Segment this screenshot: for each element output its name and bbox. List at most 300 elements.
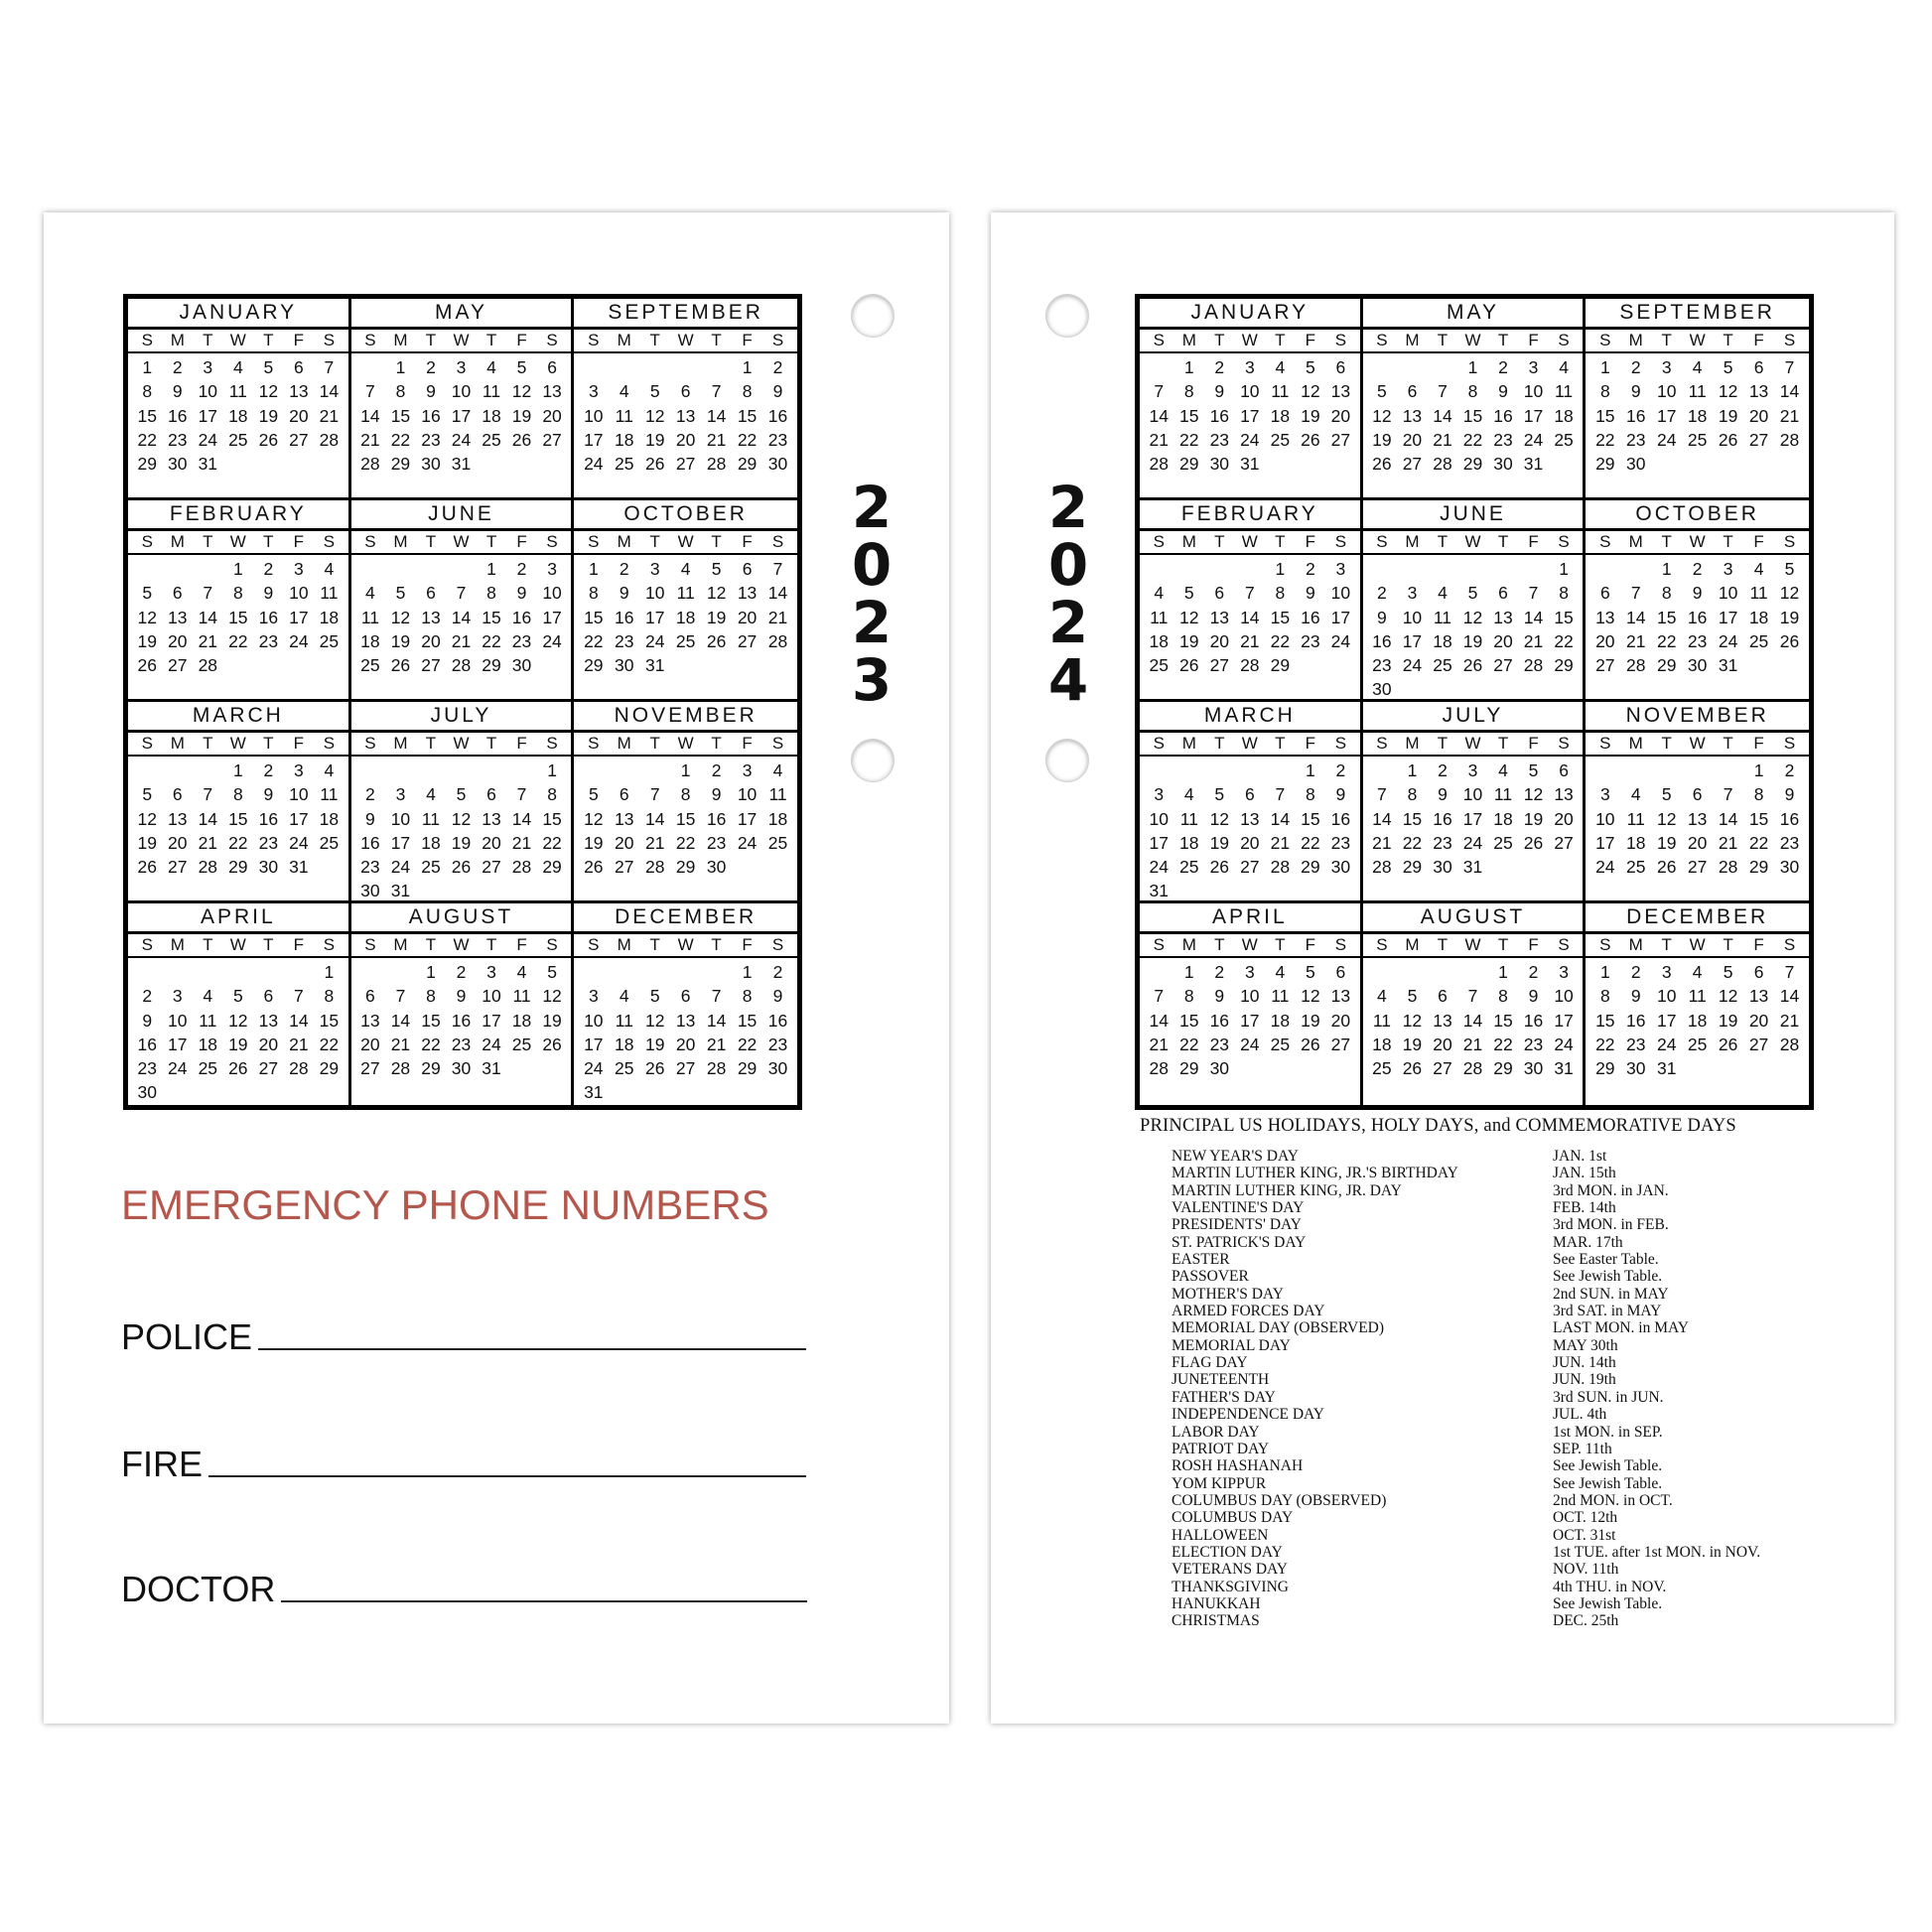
day-number: 25: [1554, 429, 1574, 450]
day-number: 21: [1779, 1010, 1800, 1031]
weekday-label: F: [293, 734, 305, 753]
empty-cell: [701, 960, 732, 984]
day-number: 8: [486, 583, 496, 604]
empty-cell: [1174, 759, 1205, 782]
empty-cell: [1144, 355, 1174, 379]
weekday-label: F: [516, 532, 527, 551]
day-number: 8: [232, 784, 243, 805]
empty-cell: [1428, 557, 1458, 581]
weekday-label: M: [170, 532, 185, 551]
day-number: 21: [1149, 1034, 1169, 1054]
weekday-label: T: [1214, 331, 1225, 349]
day-number: 22: [228, 832, 248, 853]
day-number: 22: [482, 630, 501, 651]
day-number: 3: [1723, 559, 1733, 579]
weekday-header: [128, 531, 348, 555]
weekday-label: S: [1334, 331, 1347, 349]
holiday-name: COLUMBUS DAY (OBSERVED): [1172, 1491, 1387, 1509]
day-number: 27: [1330, 1034, 1351, 1054]
day-number: 13: [1748, 986, 1769, 1007]
day-number: 12: [1209, 808, 1230, 829]
day-number: 20: [1433, 1034, 1452, 1054]
day-number: 25: [1687, 1034, 1708, 1054]
day-number: 14: [1462, 1010, 1483, 1031]
weekday-label: W: [1241, 734, 1258, 753]
day-number: 3: [742, 760, 753, 780]
empty-cell: [1620, 557, 1651, 581]
weekday-label: S: [1783, 734, 1796, 753]
day-number: 15: [584, 607, 604, 627]
weekday-label: M: [1628, 935, 1643, 954]
day-grid: [1140, 555, 1360, 677]
day-number: 12: [1402, 1010, 1423, 1031]
day-number: 11: [1150, 607, 1169, 627]
day-number: 30: [360, 881, 380, 901]
day-number: 20: [1748, 1010, 1769, 1031]
day-number: 30: [451, 1058, 472, 1079]
holiday-row: [1172, 1509, 1760, 1526]
day-number: 29: [1748, 857, 1769, 878]
weekday-label: T: [1497, 935, 1509, 954]
weekday-label: T: [485, 734, 497, 753]
day-number: 26: [258, 429, 279, 450]
weekday-label: T: [649, 331, 660, 349]
day-number: 14: [1433, 405, 1452, 426]
weekday-header: [574, 934, 797, 958]
weekday-label: F: [1753, 935, 1764, 954]
weekday-label: T: [1723, 734, 1733, 753]
day-number: 26: [390, 655, 411, 676]
day-number: 17: [1240, 405, 1260, 426]
weekday-header: [1140, 733, 1360, 757]
day-number: 19: [644, 429, 665, 450]
day-number: 29: [1595, 1058, 1615, 1079]
day-number: 22: [1179, 1034, 1199, 1054]
weekday-label: W: [677, 331, 694, 349]
holiday-name: PASSOVER: [1172, 1268, 1249, 1286]
weekday-label: M: [393, 734, 408, 753]
empty-cell: [193, 960, 223, 984]
weekday-label: T: [425, 532, 437, 551]
day-number: 29: [482, 655, 501, 676]
weekday-label: S: [364, 331, 376, 349]
day-number: 26: [542, 1034, 562, 1054]
weekday-label: F: [1753, 734, 1764, 753]
weekday-label: T: [425, 734, 437, 753]
day-number: 9: [1335, 784, 1346, 805]
holiday-date: OCT. 31st: [1553, 1526, 1616, 1544]
weekday-label: T: [1275, 532, 1286, 551]
weekday-header: [1586, 934, 1809, 958]
day-number: 21: [289, 1034, 309, 1054]
weekday-label: F: [742, 734, 753, 753]
weekday-label: S: [588, 532, 600, 551]
month-block: [351, 903, 575, 1105]
day-number: 11: [1179, 808, 1198, 829]
day-number: 4: [426, 784, 436, 805]
day-number: 9: [456, 986, 467, 1007]
day-number: 19: [542, 1010, 562, 1031]
day-number: 16: [168, 405, 188, 426]
holiday-row: [1172, 1286, 1760, 1303]
day-number: 18: [319, 607, 340, 627]
day-number: 27: [675, 1058, 696, 1079]
day-number: 15: [390, 405, 411, 426]
empty-cell: [385, 759, 416, 782]
weekday-label: S: [141, 331, 153, 349]
day-number: 28: [360, 454, 380, 475]
day-number: 22: [1595, 429, 1615, 450]
day-grid: [574, 958, 797, 1105]
day-number: 27: [289, 429, 309, 450]
weekday-label: S: [546, 734, 558, 753]
day-number: 23: [1301, 630, 1320, 651]
day-number: 18: [1149, 630, 1169, 651]
day-number: 15: [137, 405, 157, 426]
weekday-label: S: [1783, 331, 1796, 349]
day-number: 31: [482, 1058, 501, 1079]
day-number: 18: [1179, 832, 1199, 853]
day-number: 7: [1528, 583, 1539, 604]
weekday-label: M: [1628, 532, 1643, 551]
day-number: 19: [1402, 1034, 1423, 1054]
day-number: 31: [1656, 1058, 1677, 1079]
day-number: 8: [1467, 381, 1478, 402]
day-number: 1: [1753, 760, 1764, 780]
weekday-label: T: [263, 734, 274, 753]
day-number: 26: [511, 429, 532, 450]
day-number: 2: [1784, 760, 1795, 780]
holiday-row: [1172, 1595, 1760, 1612]
day-number: 11: [199, 1010, 217, 1031]
day-number: 16: [451, 1010, 472, 1031]
day-number: 17: [289, 607, 309, 627]
holiday-name: INDEPENDENCE DAY: [1172, 1406, 1324, 1424]
weekday-header: [1140, 531, 1360, 555]
day-number: 20: [542, 405, 562, 426]
day-number: 29: [737, 454, 758, 475]
day-number: 21: [1240, 630, 1260, 651]
day-grid: [351, 757, 572, 903]
day-number: 16: [1523, 1010, 1544, 1031]
empty-cell: [1144, 960, 1174, 984]
day-grid: [574, 555, 797, 677]
day-number: 7: [324, 357, 335, 377]
day-number: 7: [1630, 583, 1641, 604]
day-number: 5: [547, 962, 557, 982]
day-number: 26: [1779, 630, 1800, 651]
day-number: 10: [1330, 583, 1351, 604]
day-number: 21: [767, 607, 788, 627]
day-number: 20: [675, 1034, 696, 1054]
day-number: 5: [142, 583, 153, 604]
day-number: 7: [365, 381, 375, 402]
day-number: 28: [1240, 655, 1260, 676]
day-number: 7: [772, 559, 783, 579]
month-block: [351, 299, 575, 500]
day-grid: [128, 757, 348, 879]
day-number: 9: [516, 583, 527, 604]
day-number: 26: [1301, 1034, 1320, 1054]
holiday-name: VETERANS DAY: [1172, 1561, 1288, 1579]
day-number: 26: [1301, 429, 1320, 450]
day-number: 30: [767, 1058, 788, 1079]
day-number: 19: [1301, 1010, 1320, 1031]
weekday-label: F: [293, 532, 305, 551]
day-number: 21: [451, 630, 472, 651]
day-number: 18: [615, 1034, 634, 1054]
day-number: 22: [421, 1034, 441, 1054]
day-number: 22: [1179, 429, 1199, 450]
day-number: 25: [1270, 1034, 1291, 1054]
day-number: 2: [1335, 760, 1346, 780]
day-number: 27: [1554, 832, 1574, 853]
day-number: 23: [1433, 832, 1452, 853]
day-number: 10: [482, 986, 501, 1007]
day-number: 13: [421, 607, 441, 627]
day-number: 9: [263, 583, 274, 604]
empty-cell: [355, 759, 386, 782]
day-number: 15: [1554, 607, 1574, 627]
day-number: 9: [1377, 607, 1387, 627]
day-number: 1: [232, 559, 243, 579]
day-number: 23: [1330, 832, 1351, 853]
day-number: 8: [142, 381, 153, 402]
day-number: 11: [768, 784, 787, 805]
day-grid: [574, 757, 797, 879]
day-number: 1: [588, 559, 599, 579]
day-number: 8: [232, 583, 243, 604]
day-number: 23: [258, 832, 279, 853]
weekday-label: F: [1305, 734, 1316, 753]
day-number: 29: [1462, 454, 1483, 475]
day-number: 7: [1467, 986, 1478, 1007]
day-number: 17: [584, 1034, 604, 1054]
day-number: 25: [1687, 429, 1708, 450]
day-number: 11: [1749, 583, 1768, 604]
day-number: 25: [1149, 655, 1169, 676]
empty-cell: [416, 557, 447, 581]
weekday-label: M: [1181, 532, 1196, 551]
day-number: 6: [1559, 760, 1569, 780]
weekday-label: S: [771, 935, 784, 954]
day-number: 29: [1493, 1058, 1513, 1079]
day-number: 7: [294, 986, 304, 1007]
day-number: 29: [1402, 857, 1423, 878]
day-number: 8: [1275, 583, 1286, 604]
day-number: 17: [168, 1034, 188, 1054]
day-number: 21: [1149, 429, 1169, 450]
day-number: 1: [395, 357, 406, 377]
weekday-label: M: [1405, 734, 1420, 753]
weekday-label: S: [1334, 734, 1347, 753]
weekday-label: S: [1334, 532, 1347, 551]
day-number: 24: [1656, 1034, 1677, 1054]
day-number: 24: [737, 832, 758, 853]
day-number: 31: [1149, 881, 1169, 901]
day-number: 4: [516, 962, 527, 982]
weekday-header: [351, 934, 572, 958]
month-name: JANUARY: [128, 299, 348, 330]
day-number: 16: [1626, 1010, 1646, 1031]
day-number: 24: [289, 630, 309, 651]
day-number: 21: [198, 832, 218, 853]
day-number: 1: [1467, 357, 1478, 377]
day-number: 8: [1559, 583, 1569, 604]
empty-cell: [1620, 759, 1651, 782]
weekday-label: W: [677, 935, 694, 954]
day-number: 29: [228, 857, 248, 878]
weekday-label: W: [1241, 532, 1258, 551]
day-number: 3: [588, 986, 599, 1007]
day-number: 2: [772, 962, 783, 982]
day-number: 22: [390, 429, 411, 450]
day-number: 21: [198, 630, 218, 651]
day-number: 30: [1779, 857, 1800, 878]
day-number: 1: [426, 962, 436, 982]
day-number: 21: [706, 1034, 727, 1054]
weekday-label: M: [1405, 935, 1420, 954]
day-number: 16: [1301, 607, 1320, 627]
holiday-row: [1172, 1354, 1760, 1371]
day-number: 11: [1554, 381, 1574, 402]
day-number: 19: [1209, 832, 1230, 853]
weekday-label: T: [1437, 532, 1449, 551]
empty-cell: [1428, 960, 1458, 984]
day-number: 12: [644, 1010, 665, 1031]
day-grid: [1363, 958, 1584, 1080]
day-number: 20: [1748, 405, 1769, 426]
holidays-list: [1172, 1148, 1760, 1630]
day-number: 24: [390, 857, 411, 878]
day-number: 2: [1214, 962, 1225, 982]
holiday-row: [1172, 1457, 1760, 1474]
day-number: 21: [1718, 832, 1738, 853]
holiday-date: See Easter Table.: [1553, 1251, 1659, 1269]
month-block: [1586, 299, 1809, 500]
calendar-2023-grid: [123, 294, 802, 1110]
day-number: 2: [1306, 559, 1315, 579]
day-number: 19: [137, 630, 157, 651]
day-number: 5: [1723, 357, 1733, 377]
weekday-label: F: [1528, 331, 1539, 349]
day-number: 6: [1244, 784, 1255, 805]
day-number: 6: [486, 784, 496, 805]
day-number: 1: [1183, 962, 1194, 982]
day-number: 16: [767, 405, 788, 426]
day-number: 8: [742, 381, 753, 402]
day-number: 25: [421, 857, 441, 878]
day-number: 23: [1626, 429, 1646, 450]
weekday-label: M: [1181, 331, 1196, 349]
empty-cell: [1397, 557, 1428, 581]
day-number: 2: [142, 986, 153, 1007]
day-number: 13: [1330, 986, 1351, 1007]
day-number: 29: [390, 454, 411, 475]
police-number-line[interactable]: [258, 1348, 806, 1350]
day-number: 25: [1270, 429, 1291, 450]
day-number: 22: [319, 1034, 340, 1054]
empty-cell: [1397, 355, 1428, 379]
weekday-label: S: [588, 734, 600, 753]
day-number: 23: [767, 1034, 788, 1054]
day-number: 3: [1335, 559, 1346, 579]
day-number: 6: [1438, 986, 1448, 1007]
day-number: 15: [228, 607, 248, 627]
day-grid: [1140, 757, 1360, 903]
day-number: 17: [1718, 607, 1738, 627]
day-number: 15: [1493, 1010, 1513, 1031]
weekday-label: S: [546, 935, 558, 954]
day-number: 22: [228, 630, 248, 651]
day-number: 16: [1687, 607, 1708, 627]
doctor-number-line[interactable]: [281, 1600, 807, 1602]
weekday-label: W: [1464, 734, 1481, 753]
day-number: 20: [168, 832, 188, 853]
weekday-label: F: [1753, 331, 1764, 349]
day-number: 19: [511, 405, 532, 426]
day-number: 21: [319, 405, 340, 426]
day-number: 25: [1179, 857, 1199, 878]
weekday-label: T: [485, 935, 497, 954]
day-number: 5: [649, 986, 660, 1007]
weekday-header: [574, 733, 797, 757]
weekday-label: F: [742, 935, 753, 954]
day-number: 28: [198, 655, 218, 676]
day-number: 3: [1661, 357, 1672, 377]
day-number: 27: [168, 655, 188, 676]
day-number: 25: [228, 429, 248, 450]
day-number: 21: [1270, 832, 1291, 853]
day-number: 17: [737, 808, 758, 829]
weekday-label: S: [771, 734, 784, 753]
day-number: 29: [1656, 655, 1677, 676]
day-number: 28: [1149, 1058, 1169, 1079]
day-number: 9: [142, 1010, 153, 1031]
fire-number-line[interactable]: [208, 1475, 806, 1477]
day-number: 22: [542, 832, 562, 853]
day-number: 10: [289, 784, 309, 805]
holiday-name: LABOR DAY: [1172, 1423, 1260, 1441]
holiday-row: [1172, 1371, 1760, 1388]
weekday-label: S: [1599, 532, 1611, 551]
month-name: FEBRUARY: [128, 500, 348, 531]
day-number: 6: [1214, 583, 1225, 604]
day-number: 24: [1330, 630, 1351, 651]
day-number: 20: [1687, 832, 1708, 853]
day-number: 9: [1498, 381, 1508, 402]
day-number: 16: [1433, 808, 1452, 829]
day-number: 29: [737, 1058, 758, 1079]
weekday-label: W: [453, 935, 470, 954]
month-block: [351, 500, 575, 702]
day-number: 6: [547, 357, 557, 377]
day-number: 8: [1498, 986, 1508, 1007]
day-number: 13: [482, 808, 501, 829]
weekday-label: T: [711, 935, 722, 954]
year-label-2023: [842, 474, 901, 714]
empty-cell: [1204, 759, 1235, 782]
day-number: 30: [706, 857, 727, 878]
day-number: 25: [1748, 630, 1769, 651]
weekday-label: T: [1214, 935, 1225, 954]
weekday-label: T: [485, 331, 497, 349]
empty-cell: [132, 960, 163, 984]
holiday-name: HALLOWEEN: [1172, 1526, 1269, 1544]
weekday-label: S: [141, 532, 153, 551]
day-number: 27: [1433, 1058, 1452, 1079]
day-number: 5: [1467, 583, 1478, 604]
